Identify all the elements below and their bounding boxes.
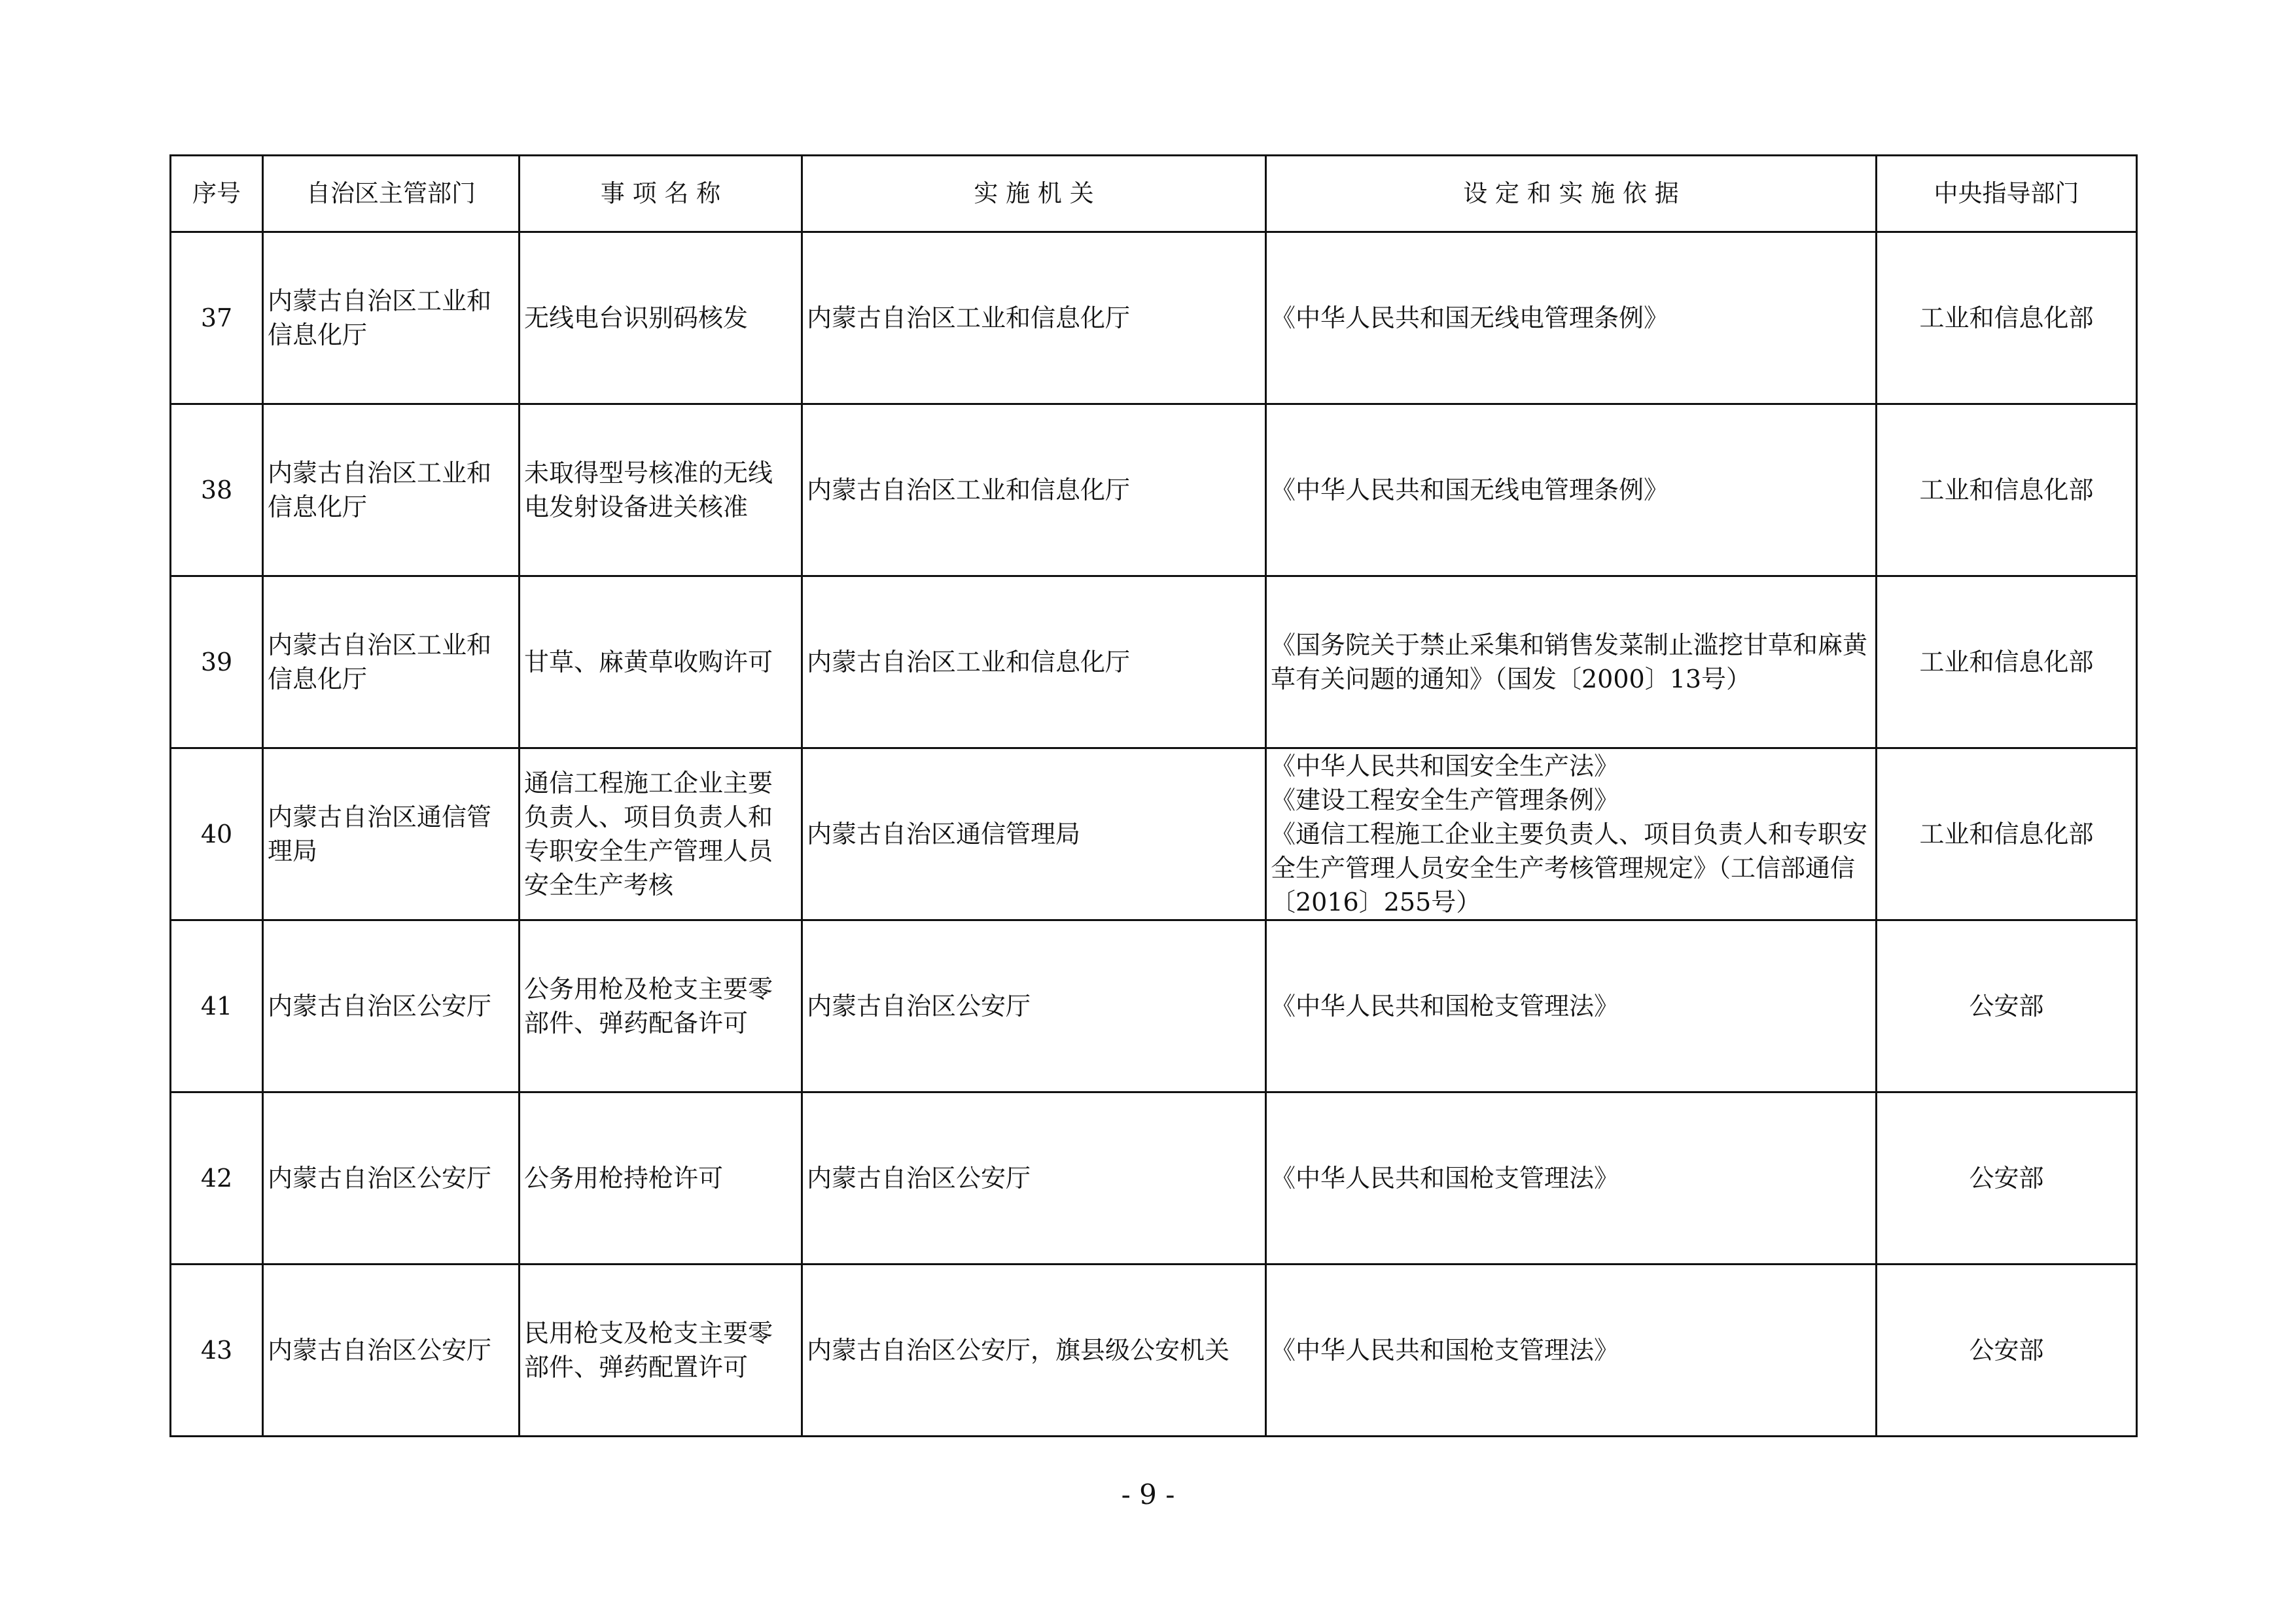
cell-agency: 内蒙古自治区工业和信息化厅 <box>802 576 1266 748</box>
cell-basis <box>1266 404 1877 576</box>
cell-agency: 内蒙古自治区公安厅 <box>802 920 1266 1092</box>
cell-no: 38 <box>171 404 263 576</box>
cell-agency: 内蒙古自治区公安厅，旗县级公安机关 <box>802 1265 1266 1437</box>
cell-no: 39 <box>171 576 263 748</box>
cell-basis <box>1266 920 1877 1092</box>
table-row <box>171 232 2137 404</box>
basis-line: 《中华人民共和国枪支管理法》 <box>1271 1336 1619 1365</box>
cell-dept: 内蒙古自治区工业和信息化厅 <box>263 404 520 576</box>
cell-item: 公务用枪及枪支主要零部件、弹药配备许可 <box>520 920 802 1092</box>
table-row <box>171 1092 2137 1265</box>
table-row <box>171 748 2137 920</box>
cell-item: 民用枪支及枪支主要零部件、弹药配置许可 <box>520 1265 802 1437</box>
cell-basis <box>1266 576 1877 748</box>
table-row <box>171 920 2137 1092</box>
header-no: 序号 <box>171 156 263 232</box>
basis-line: 《通信工程施工企业主要负责人、项目负责人和专职安全生产管理人员安全生产考核管理规定》（工信部通信〔2016〕255号） <box>1271 820 1868 916</box>
table-row <box>171 1265 2137 1437</box>
cell-item: 未取得型号核准的无线电发射设备进关核准 <box>520 404 802 576</box>
header-central: 中央指导部门 <box>1877 156 2137 232</box>
cell-agency: 内蒙古自治区公安厅 <box>802 1092 1266 1265</box>
cell-central: 公安部 <box>1877 1265 2137 1437</box>
cell-agency: 内蒙古自治区工业和信息化厅 <box>802 404 1266 576</box>
cell-central: 工业和信息化部 <box>1877 748 2137 920</box>
cell-central: 工业和信息化部 <box>1877 232 2137 404</box>
basis-line: 《中华人民共和国无线电管理条例》 <box>1271 476 1669 504</box>
cell-basis <box>1266 748 1877 920</box>
cell-agency: 内蒙古自治区工业和信息化厅 <box>802 232 1266 404</box>
cell-no: 43 <box>171 1265 263 1437</box>
cell-dept: 内蒙古自治区工业和信息化厅 <box>263 576 520 748</box>
cell-no: 41 <box>171 920 263 1092</box>
header-agency: 实 施 机 关 <box>802 156 1266 232</box>
cell-central: 公安部 <box>1877 920 2137 1092</box>
cell-agency: 内蒙古自治区通信管理局 <box>802 748 1266 920</box>
cell-dept: 内蒙古自治区公安厅 <box>263 920 520 1092</box>
cell-dept: 内蒙古自治区工业和信息化厅 <box>263 232 520 404</box>
cell-basis <box>1266 1092 1877 1265</box>
table-row <box>171 404 2137 576</box>
cell-dept: 内蒙古自治区通信管理局 <box>263 748 520 920</box>
cell-no: 40 <box>171 748 263 920</box>
table-header-row <box>171 156 2137 232</box>
cell-no: 37 <box>171 232 263 404</box>
cell-dept: 内蒙古自治区公安厅 <box>263 1092 520 1265</box>
basis-line: 《中华人民共和国无线电管理条例》 <box>1271 304 1669 332</box>
table-row <box>171 576 2137 748</box>
cell-item: 通信工程施工企业主要负责人、项目负责人和专职安全生产管理人员安全生产考核 <box>520 748 802 920</box>
cell-item: 公务用枪持枪许可 <box>520 1092 802 1265</box>
cell-item: 甘草、麻黄草收购许可 <box>520 576 802 748</box>
cell-central: 工业和信息化部 <box>1877 404 2137 576</box>
items-table <box>169 154 2138 1437</box>
header-item: 事 项 名 称 <box>520 156 802 232</box>
basis-line: 《国务院关于禁止采集和销售发菜制止滥挖甘草和麻黄草有关问题的通知》（国发〔2000〕13号） <box>1271 631 1868 693</box>
header-basis: 设 定 和 实 施 依 据 <box>1266 156 1877 232</box>
cell-basis <box>1266 232 1877 404</box>
cell-basis <box>1266 1265 1877 1437</box>
cell-dept: 内蒙古自治区公安厅 <box>263 1265 520 1437</box>
cell-no: 42 <box>171 1092 263 1265</box>
basis-line: 《中华人民共和国枪支管理法》 <box>1271 992 1619 1021</box>
cell-central: 公安部 <box>1877 1092 2137 1265</box>
basis-line: 《中华人民共和国安全生产法》 <box>1271 752 1619 780</box>
cell-item: 无线电台识别码核发 <box>520 232 802 404</box>
page-number: - 9 - <box>1121 1478 1175 1510</box>
header-dept: 自治区主管部门 <box>263 156 520 232</box>
basis-line: 《建设工程安全生产管理条例》 <box>1271 786 1619 814</box>
basis-line: 《中华人民共和国枪支管理法》 <box>1271 1164 1619 1193</box>
cell-central: 工业和信息化部 <box>1877 576 2137 748</box>
